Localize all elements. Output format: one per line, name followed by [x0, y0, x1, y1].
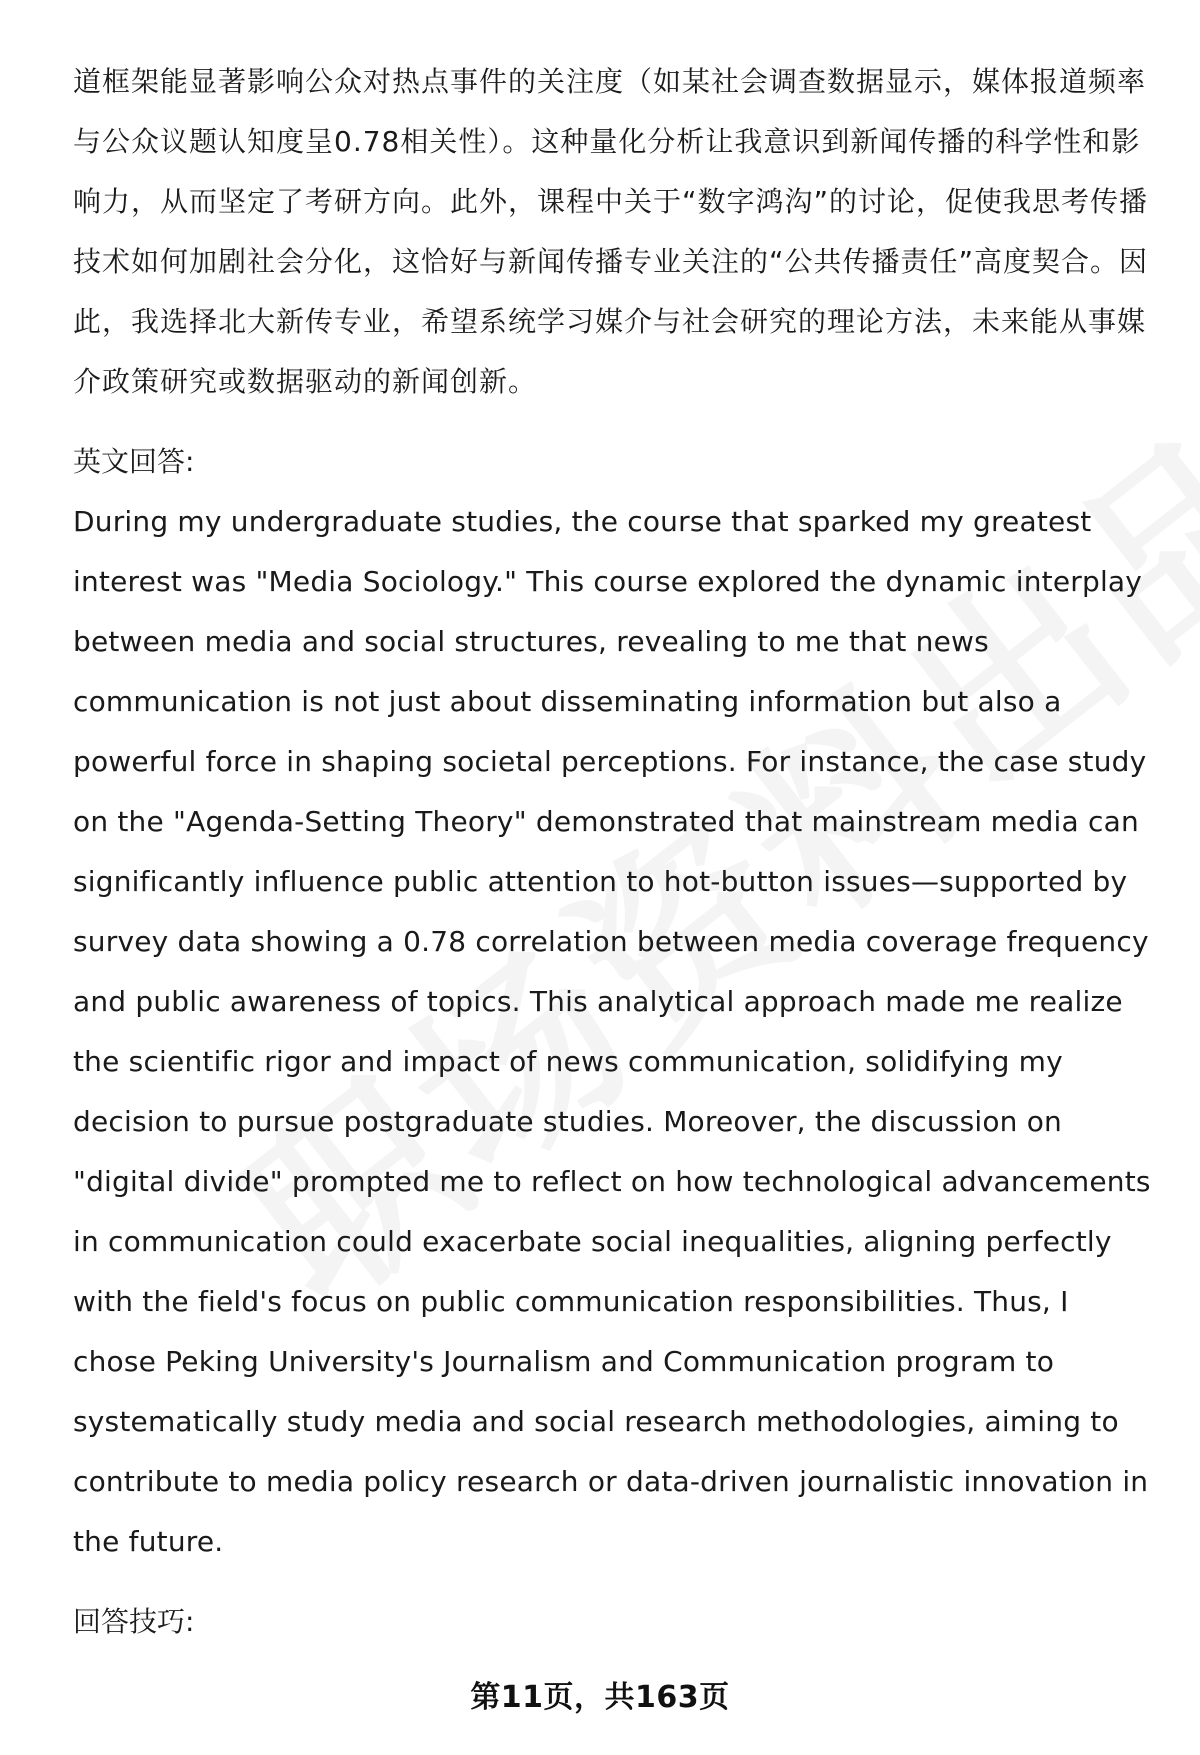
page-indicator: 第11页，共163页 — [470, 1680, 730, 1715]
spacer — [73, 412, 1153, 432]
english-answer-paragraph: During my undergraduate studies, the course that sparked my greatest interest was "Media Sociology." This course explored the dynamic interplay between media and social structures, revealing to me that news communication is not just about disseminating information but also a powerful force in shaping societal perceptions. For instance, the case study on the "Agenda-Setting Theory" demonstrated that mainstream media can significantly influence public attention to hot-button issues—supported by survey data showing a 0.78 correlation between media coverage frequency and public awareness of topics. This analytical approach made me realize the scientific rigor and impact of news communication, solidifying my decision to pursue postgraduate studies. Moreover, the discussion on "digital divide" prompted me to reflect on how technological advancements in communication could exacerbate social inequalities, aligning perfectly with the field's focus on public communication responsibilities. Thus, I chose Peking University's Journalism and Communication program to systematically study media and social research methodologies, aiming to contribute to media policy research or data-driven journalistic innovation in the future. — [73, 505, 1151, 1558]
spacer — [73, 1572, 1153, 1592]
english-answer-label: 英文回答: — [73, 445, 195, 478]
document-body — [73, 52, 1153, 1652]
chinese-answer-paragraph: 道框架能显著影响公众对热点事件的关注度（如某社会调查数据显示，媒体报道频率与公众议题认知度呈0.78相关性）。这种量化分析让我意识到新闻传播的科学性和影响力，从而坚定了考研方向。此外，课程中关于“数字鸿沟”的讨论，促使我思考传播技术如何加剧社会分化，这恰好与新闻传播专业关注的“公共传播责任”高度契合。因此，我选择北大新传专业，希望系统学习媒介与社会研究的理论方法，未来能从事媒介政策研究或数据驱动的新闻创新。 — [73, 65, 1149, 398]
answer-tips-label: 回答技巧: — [73, 1605, 195, 1638]
